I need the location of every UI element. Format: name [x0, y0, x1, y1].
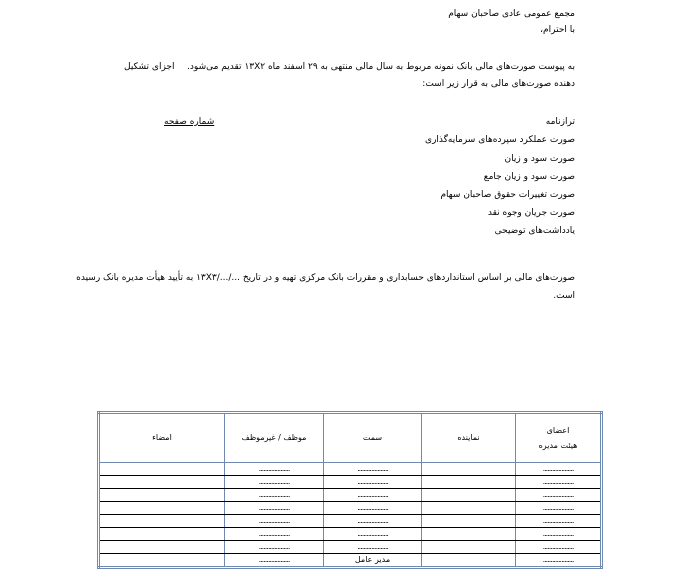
status-cell: .................... — [225, 475, 324, 488]
toc-item: صورت عملکرد سپرده‌های سرمایه‌گذاری — [425, 135, 575, 145]
signature-cell — [99, 514, 225, 527]
header-signature: امضاء — [99, 413, 225, 463]
representative-cell — [422, 501, 516, 514]
table-row — [99, 475, 602, 488]
signature-cell — [99, 462, 225, 475]
position-cell: .................... — [324, 501, 422, 514]
members-cell: .................... — [516, 553, 602, 567]
signature-cell — [99, 475, 225, 488]
signature-cell — [99, 553, 225, 567]
signature-cell — [99, 501, 225, 514]
table-row — [99, 462, 602, 475]
header-status: موظف / غیرموظف — [225, 413, 324, 463]
position-cell: .................... — [324, 475, 422, 488]
table-row — [99, 501, 602, 514]
toc-item: صورت سود و زیان جامع — [483, 172, 575, 182]
members-cell: .................... — [516, 462, 602, 475]
toc-page-header: شماره صفحه — [164, 117, 215, 127]
members-cell: .................... — [516, 488, 602, 501]
members-cell: .................... — [516, 527, 602, 540]
approval-line-1: صورت‌های مالی بر اساس استانداردهای حسابداری و مقررات بانک مرکزی تهیه و در تاریخ .../.../۱۳X۳ به تأیید هیأت مدیره بانک رسیده — [76, 273, 575, 283]
signature-cell — [99, 527, 225, 540]
board-signature-table — [97, 411, 603, 569]
header-representative: نماینده — [422, 413, 516, 463]
representative-cell — [422, 475, 516, 488]
intro-tail: اجزای تشکیل — [124, 62, 175, 72]
position-cell-ceo: مدیر عامل — [324, 553, 422, 567]
members-cell: .................... — [516, 501, 602, 514]
intro-line-2: دهنده صورت‌های مالی به قرار زیر است: — [422, 79, 575, 89]
members-cell: .................... — [516, 540, 602, 553]
salutation: با احترام، — [540, 25, 575, 35]
header-members-line2: هیئت مدیره — [538, 440, 578, 450]
members-cell: .................... — [516, 475, 602, 488]
toc-item: یادداشت‌های توضیحی — [494, 226, 575, 236]
toc-title: ترازنامه — [545, 117, 575, 127]
status-cell: .................... — [225, 514, 324, 527]
position-cell: .................... — [324, 540, 422, 553]
representative-cell — [422, 488, 516, 501]
approval-line-2: است. — [553, 291, 575, 301]
position-cell: .................... — [324, 514, 422, 527]
header-position: سمت — [324, 413, 422, 463]
status-cell: .................... — [225, 553, 324, 567]
header-members — [516, 413, 602, 463]
toc-item: صورت تغییرات حقوق صاحبان سهام — [440, 190, 575, 200]
toc-item: صورت جریان وجوه نقد — [487, 208, 575, 218]
status-cell: .................... — [225, 527, 324, 540]
position-cell: .................... — [324, 462, 422, 475]
table-row-ceo — [99, 553, 602, 567]
table-row — [99, 514, 602, 527]
header-members-line1: اعضای — [546, 425, 570, 435]
intro-line-1: به پیوست صورت‌های مالی بانک نمونه مربوط به سال مالی منتهی به ۲۹ اسفند ماه ۱۳X۲ تقدیم می‌شود. — [187, 62, 575, 72]
representative-cell — [422, 527, 516, 540]
table-row — [99, 488, 602, 501]
signature-cell — [99, 488, 225, 501]
status-cell: .................... — [225, 501, 324, 514]
representative-cell — [422, 540, 516, 553]
status-cell: .................... — [225, 488, 324, 501]
representative-cell — [422, 553, 516, 567]
table-header-row — [99, 413, 602, 463]
members-cell: .................... — [516, 514, 602, 527]
table-row — [99, 540, 602, 553]
toc-item: صورت سود و زیان — [504, 154, 575, 164]
table-row — [99, 527, 602, 540]
position-cell: .................... — [324, 488, 422, 501]
representative-cell — [422, 462, 516, 475]
status-cell: .................... — [225, 462, 324, 475]
representative-cell — [422, 514, 516, 527]
addressee: مجمع عمومی عادی صاحبان سهام — [448, 9, 575, 19]
status-cell: .................... — [225, 540, 324, 553]
signature-cell — [99, 540, 225, 553]
position-cell: .................... — [324, 527, 422, 540]
